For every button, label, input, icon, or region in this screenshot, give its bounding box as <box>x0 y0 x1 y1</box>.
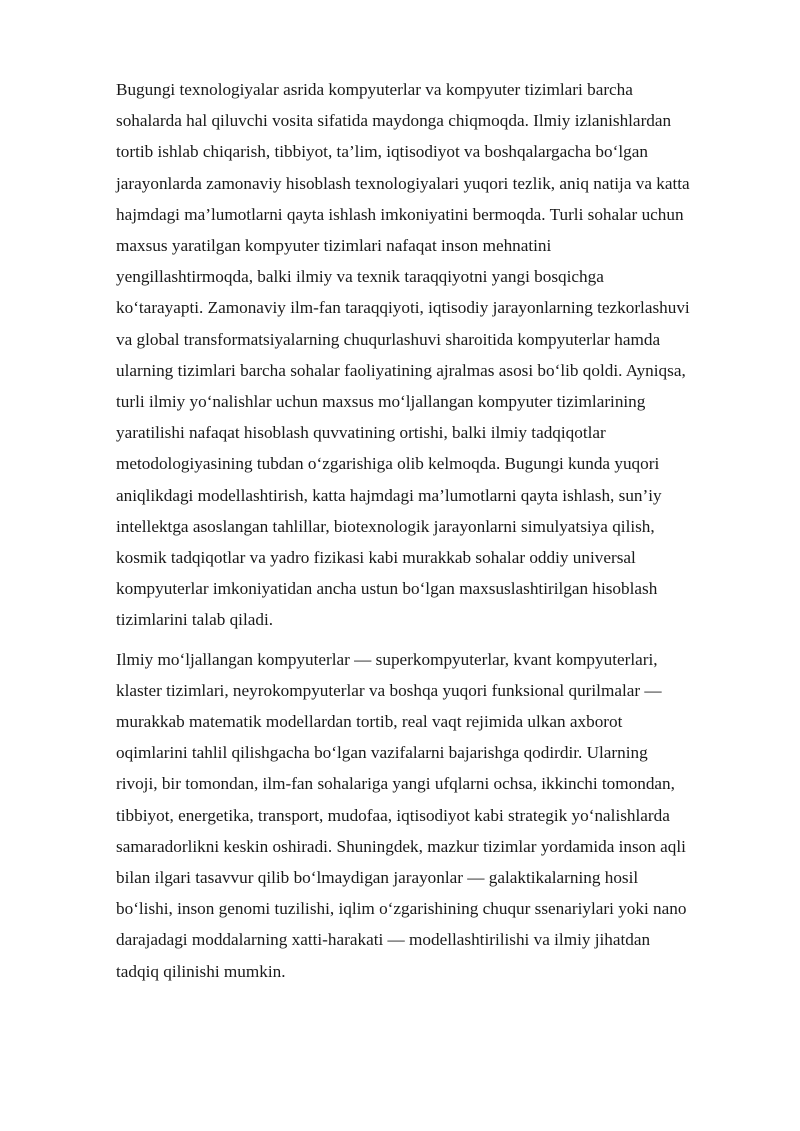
text-line: aniqlikdagi modellashtirish, katta hajmdagi ma’lumotlarni qayta ishlash, sun’iy <box>116 485 662 505</box>
text-line: Ilmiy mo‘ljallangan kompyuterlar — superkompyuterlar, kvant kompyuterlari, <box>116 649 658 669</box>
text-line: kompyuterlar imkoniyatidan ancha ustun bo‘lgan maxsuslashtirilgan hisoblash <box>116 579 658 599</box>
paragraph-1 <box>116 74 746 636</box>
text-line: bo‘lishi, inson genomi tuzilishi, iqlim o‘zgarishining chuqur ssenariylari yoki nano <box>116 899 687 919</box>
text-line: kosmik tadqiqotlar va yadro fizikasi kabi murakkab sohalar oddiy universal <box>116 548 636 568</box>
paragraph-2 <box>116 644 746 987</box>
text-line: oqimlarini tahlil qilishgacha bo‘lgan vazifalarni bajarishga qodirdir. Ularning <box>116 743 648 763</box>
text-line: yengillashtirmoqda, balki ilmiy va texnik taraqqiyotni yangi bosqichga <box>116 267 604 287</box>
text-line: bilan ilgari tasavvur qilib bo‘lmaydigan jarayonlar — galaktikalarning hosil <box>116 868 639 888</box>
document-body <box>116 74 746 995</box>
text-line: hajmdagi ma’lumotlarni qayta ishlash imkoniyatini bermoqda. Turli sohalar uchun <box>116 204 684 224</box>
text-line: maxsus yaratilgan kompyuter tizimlari nafaqat inson mehnatini <box>116 236 552 256</box>
text-line: tizimlarini talab qiladi. <box>116 610 274 630</box>
text-line: tortib ishlab chiqarish, tibbiyot, ta’lim, iqtisodiyot va boshqalargacha bo‘lgan <box>116 142 648 162</box>
text-line: tadqiq qilinishi mumkin. <box>116 961 286 981</box>
text-line: tibbiyot, energetika, transport, mudofaa, iqtisodiyot kabi strategik yo‘nalishlarda <box>116 805 670 825</box>
text-line: rivoji, bir tomondan, ilm-fan sohalariga yangi ufqlarni ochsa, ikkinchi tomondan, <box>116 774 675 794</box>
text-line: intellektga asoslangan tahlillar, biotexnologik jarayonlarni simulyatsiya qilish, <box>116 516 655 536</box>
text-line: klaster tizimlari, neyrokompyuterlar va boshqa yuqori funksional qurilmalar — <box>116 680 662 700</box>
text-line: yaratilishi nafaqat hisoblash quvvatining ortishi, balki ilmiy tadqiqotlar <box>116 423 606 443</box>
text-line: ularning tizimlari barcha sohalar faoliyatining ajralmas asosi bo‘lib qoldi. Ayniqsa, <box>116 360 686 380</box>
text-line: ko‘tarayapti. Zamonaviy ilm-fan taraqqiyoti, iqtisodiy jarayonlarning tezkorlashuvi <box>116 298 690 318</box>
text-line: metodologiyasining tubdan o‘zgarishiga olib kelmoqda. Bugungi kunda yuqori <box>116 454 660 474</box>
text-line: jarayonlarda zamonaviy hisoblash texnologiyalari yuqori tezlik, aniq natija va katta <box>116 173 690 193</box>
text-line: Bugungi texnologiyalar asrida kompyuterlar va kompyuter tizimlari barcha <box>116 80 633 99</box>
text-line: sohalarda hal qiluvchi vosita sifatida maydonga chiqmoqda. Ilmiy izlanishlardan <box>116 111 672 131</box>
text-line: darajadagi moddalarning xatti-harakati — modellashtirilishi va ilmiy jihatdan <box>116 930 651 950</box>
text-line: murakkab matematik modellardan tortib, real vaqt rejimida ulkan axborot <box>116 712 623 732</box>
text-line: turli ilmiy yo‘nalishlar uchun maxsus mo‘ljallangan kompyuter tizimlarining <box>116 392 646 412</box>
text-line: va global transformatsiyalarning chuqurlashuvi sharoitida kompyuterlar hamda <box>116 329 661 349</box>
text-line: samaradorlikni keskin oshiradi. Shuningdek, mazkur tizimlar yordamida inson aqli <box>116 836 686 856</box>
